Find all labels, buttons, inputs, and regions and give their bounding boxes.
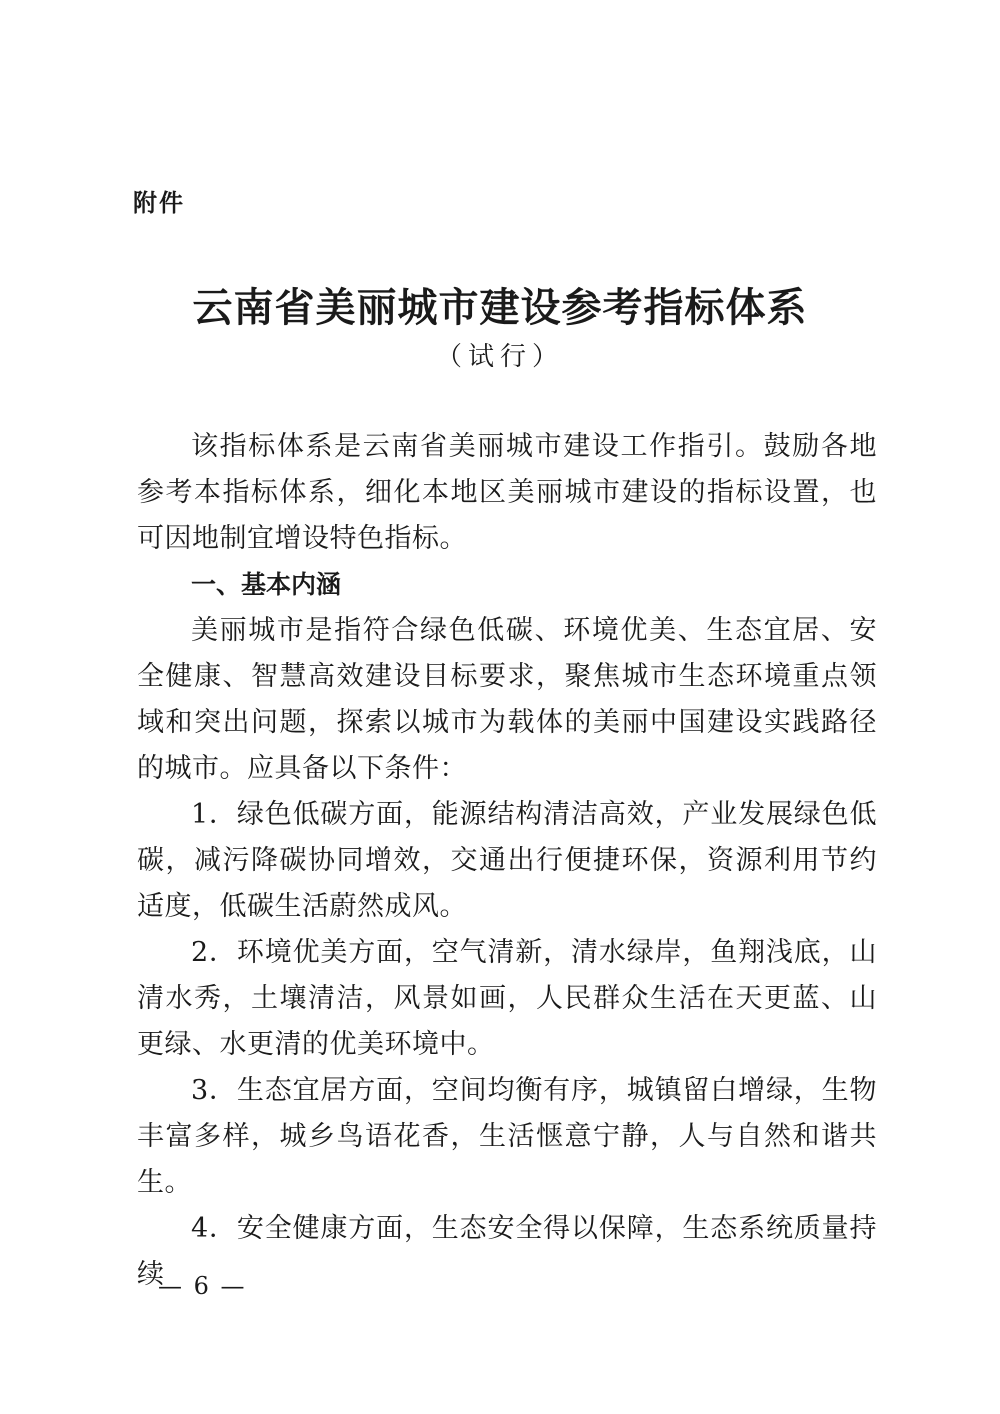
condition-paragraph-2: 2．环境优美方面，空气清新，清水绿岸，鱼翔浅底，山清水秀，土壤清洁，风景如画，人民群众生活在天更蓝、山更绿、水更清的优美环境中。 bbox=[137, 937, 877, 1060]
condition-paragraph-4: 4．安全健康方面，生态安全得以保障，生态系统质量持续 bbox=[137, 1213, 877, 1290]
document-body bbox=[137, 424, 877, 1298]
document-title: 云南省美丽城市建设参考指标体系 bbox=[192, 284, 808, 331]
intro-paragraph: 该指标体系是云南省美丽城市建设工作指引。鼓励各地参考本指标体系，细化本地区美丽城市建设的指标设置，也可因地制宜增设特色指标。 bbox=[137, 431, 877, 554]
definition-paragraph: 美丽城市是指符合绿色低碳、环境优美、生态宜居、安全健康、智慧高效建设目标要求，聚焦城市生态环境重点领域和突出问题，探索以城市为载体的美丽中国建设实践路径的城市。应具备以下条件： bbox=[137, 615, 877, 784]
attachment-label: 附件 bbox=[133, 189, 185, 217]
condition-paragraph-1: 1．绿色低碳方面，能源结构清洁高效，产业发展绿色低碳，减污降碳协同增效，交通出行便捷环保，资源利用节约适度，低碳生活蔚然成风。 bbox=[137, 799, 877, 922]
document-subtitle: （试行） bbox=[435, 342, 564, 372]
condition-paragraph-3: 3．生态宜居方面，空间均衡有序，城镇留白增绿，生物丰富多样，城乡鸟语花香，生活惬意宁静，人与自然和谐共生。 bbox=[137, 1075, 877, 1198]
section-heading: 一、基本内涵 bbox=[191, 570, 342, 599]
page-number: — 6 — bbox=[158, 1272, 247, 1300]
